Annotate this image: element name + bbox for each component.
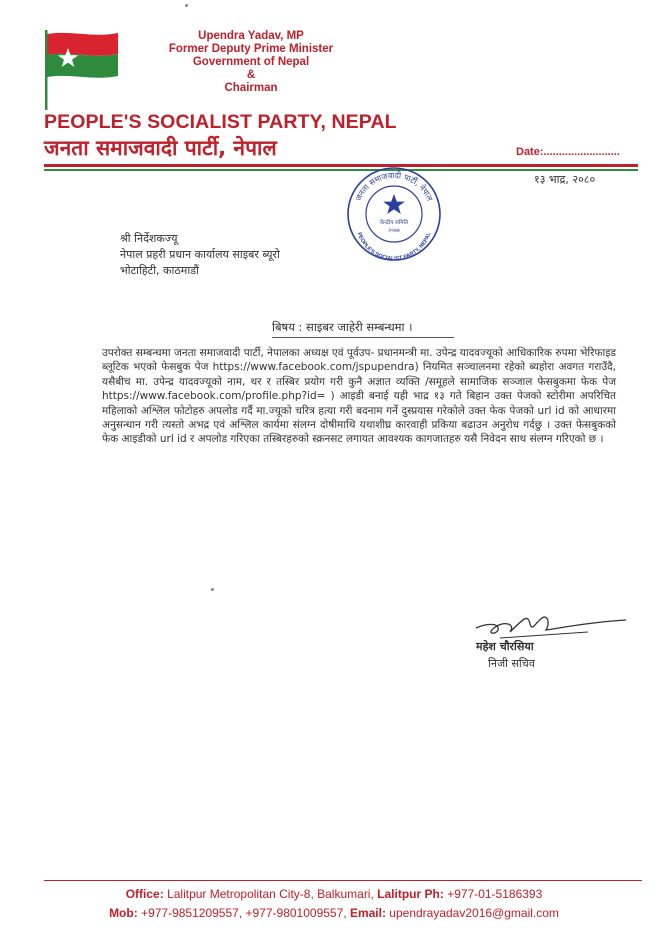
phone-number: +977-01-5186393	[447, 887, 543, 901]
email-label: Email:	[349, 906, 386, 920]
star-icon	[383, 194, 405, 214]
speck-mark	[185, 4, 188, 7]
footer-contact	[0, 906, 668, 920]
footer-divider	[44, 880, 642, 881]
header-divider-red	[44, 164, 638, 167]
leader-role-2: Government of Nepal	[192, 56, 310, 68]
subject-line: बिषय : साइबर जाहेरी सम्बन्धमा ।	[272, 320, 413, 334]
city-label: Lalitpur	[377, 887, 422, 901]
addressee-line-3: भोटाहिटी, काठमाडौं	[120, 264, 199, 277]
seal-inner-label: केन्द्रीय समिति	[379, 220, 409, 226]
leader-role-1: Former Deputy Prime Minister	[168, 43, 334, 55]
party-seal-stamp	[344, 164, 444, 264]
letter-body: उपरोक्त सम्बन्धमा जनता समाजवादी पार्टी, नेपालका अध्यक्ष एवं पूर्वउप- प्रधानमन्त्री मा. उपेन्द्र यादवज्यूको आधिकारिक रुपमा भेरिफाइड ब्लूटिक भएको फेसबुक पेज https://www.facebook.com/jspupendra) नियमित सञ्चालनमा रहेको ब्यहोरा अवगत गराउँदै, यसैबीच मा. उपेन्द्र यादवज्यूको नाम, थर र तस्बिर प्रयोग गरी कुनै अज्ञात व्यक्ति /समूहले सामाजिक सञ्जाल फेसबुकमा फेक पेज https://www.facebook.com/profile.php?id= ) आइडी बनाई यही भाद्र १३ गते बिहान उक्त पेजको स्टोरीमा अपरिचित महिलाको अश्लिल फोटोहरु अपलोड गर्दै मा.ज्यूको चरित्र हत्या गरी बदनाम गर्ने दुस्प्रयास गरेकोले उक्त फेक पेजको url id को आधारमा अनुसन्धान गरी त्यस्तो अभद्र एवं अश्लिल कार्यमा संलग्न दोषीमाथि यथाशीघ्र कारवाही प्रकिया बढाउन अनुरोध गर्दछु । उक्त फेसबुकको फेक आइडीको url id र अपलोड गरिएका तस्बिरहरुको स्क्रनसट लगायत आवश्यक कागजातहरु यसै निवेदन साथ संलग्न गरिएको छ ।	[102, 347, 616, 446]
speck-mark	[211, 588, 214, 591]
party-flag-logo	[44, 30, 122, 110]
phone-label: Ph:	[424, 887, 444, 901]
date-label: Date:.........................	[516, 146, 620, 158]
signatory-name: महेश चौरसिया	[476, 640, 534, 653]
signatory-title: निजी सचिव	[488, 657, 535, 670]
leader-name: Upendra Yadav, MP	[198, 30, 304, 42]
email-address: upendrayadav2016@gmail.com	[389, 906, 559, 920]
seal-inner-year: २०७७	[388, 228, 400, 234]
leader-info	[148, 30, 354, 95]
subject-underline	[272, 337, 454, 338]
addressee-line-1: श्री निर्देशकज्यू	[120, 232, 178, 245]
svg-text:PEOPLE'S SOCIALIST PARTY, NEPA	[356, 231, 433, 262]
leader-role-4: Chairman	[224, 82, 278, 94]
seal-text-bottom: PEOPLE'S SOCIALIST PARTY, NEPAL	[355, 231, 433, 263]
office-label: Office:	[125, 887, 164, 901]
party-name-english: PEOPLE'S SOCIALIST PARTY, NEPAL	[44, 111, 397, 133]
addressee-block	[120, 231, 280, 279]
date-value: १३ भाद्र, २०८०	[534, 173, 596, 186]
seal-text-top: जनता समाजवादी पार्टी, नेपाल	[353, 170, 435, 203]
mobile-numbers: +977-9851209557, +977-9801009557,	[141, 906, 347, 920]
office-address: Lalitpur Metropolitan City-8, Balkumari,	[167, 887, 374, 901]
mobile-label: Mob:	[109, 906, 138, 920]
footer-address	[0, 887, 668, 901]
leader-role-3: &	[246, 69, 256, 81]
header-divider-green	[44, 169, 638, 171]
addressee-line-2: नेपाल प्रहरी प्रधान कार्यालय साइबर ब्यूरो	[120, 248, 280, 261]
party-name-nepali: जनता समाजवादी पार्टी, नेपाल	[44, 136, 277, 160]
